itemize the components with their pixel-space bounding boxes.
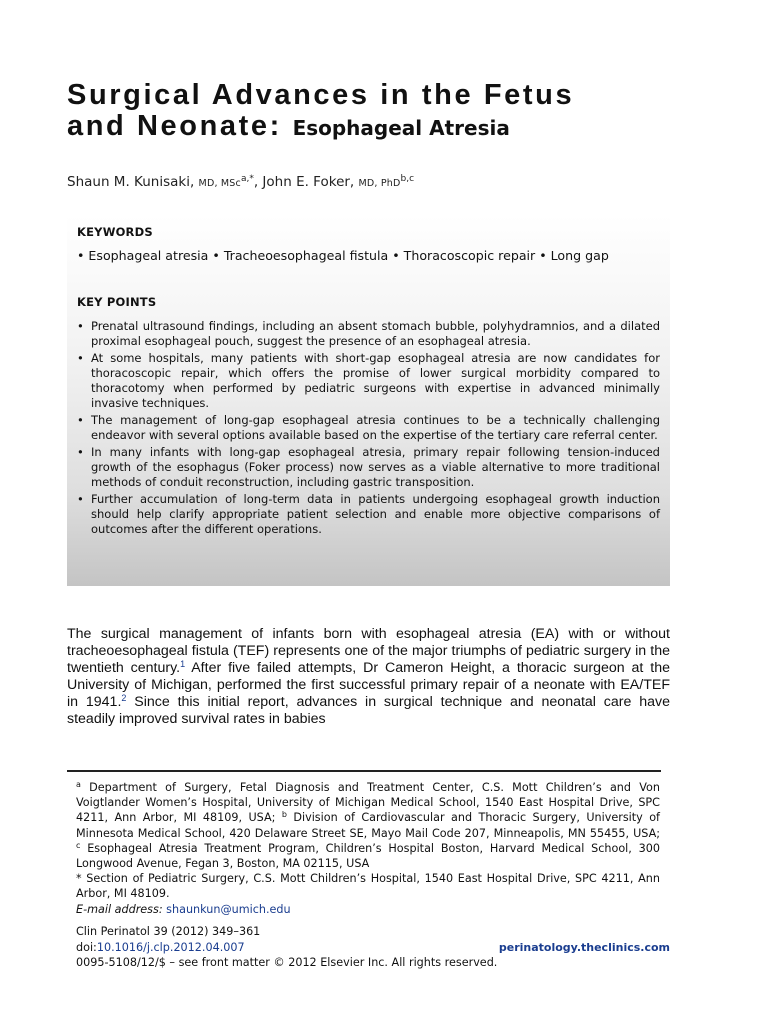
author-2-degree: MD, PhD (358, 178, 401, 189)
journal-citation: Clin Perinatol 39 (2012) 349–361 (76, 925, 261, 938)
key-point-item: • Prenatal ultrasound findings, including an absent stomach bubble, polyhydramnios, and a dilated proximal esophageal pouch, suggest the presence of an esophageal atresia. (77, 319, 660, 349)
doi-link[interactable]: 10.1016/j.clp.2012.04.007 (96, 940, 245, 954)
copyright-notice: 0095-5108/12/$ – see front matter © 2012 Elsevier Inc. All rights reserved. (76, 956, 498, 969)
affiliation-b: Division of Cardiovascular and Thoracic Surgery, University of Minnesota Medical School, 420 Delaware Street SE, Mayo Mail Code 207, Minneapolis, MN 55455, USA; (76, 811, 660, 840)
article-title (67, 80, 707, 144)
key-point-item: • Further accumulation of long-term data in patients undergoing esophageal growth induction should help clarify appropriate patient selection and enable more objective comparisons of outcomes after the different operations. (77, 492, 660, 537)
affiliation-marker-c: c (76, 840, 81, 850)
key-point-item: • In many infants with long-gap esophageal atresia, primary repair following tension-induced growth of the esophagus (Foker process) now serves as a viable alternative to more traditional methods of conduit reconstruction, including gastric transposition. (77, 445, 660, 490)
author-1-degree: MD, MSc (198, 178, 241, 189)
reference-link-2[interactable]: 2 (121, 693, 127, 703)
doi-label: doi: (76, 940, 97, 954)
body-paragraph (67, 626, 670, 728)
title-line-2-main: and Neonate: (67, 110, 282, 142)
reference-link-1[interactable]: 1 (180, 659, 186, 669)
citation-block (76, 924, 670, 971)
affiliation-c: Esophageal Atresia Treatment Program, Children’s Hospital Boston, Harvard Medical School, 300 Longwood Avenue, Fegan 3, Boston, MA 02115, USA (76, 841, 660, 871)
body-text-segment: After five failed attempts, Dr Cameron Height, a thoracic surgeon at the University of Michigan, performed the first successful primary repair of a neonate with EA/TEF in 1941. (67, 660, 670, 710)
footnote-divider (67, 770, 661, 772)
key-point-item: • At some hospitals, many patients with short-gap esophageal atresia are now candidates for thoracoscopic repair, which offers the promise of lower surgical morbidity compared to thoracotomy when performed by pediatric surgeons with expertise in advanced minimally invasive techniques. (77, 351, 660, 411)
title-line-2-subtitle: Esophageal Atresia (292, 116, 510, 140)
key-point-item: • The management of long-gap esophageal atresia continues to be a technically challenging endeavor with several options available based on the expertise of the tertiary care referral center. (77, 413, 660, 443)
citation-row (76, 940, 670, 956)
key-points-list (77, 319, 660, 539)
journal-site-link[interactable]: perinatology.theclinics.com (498, 940, 670, 954)
keywords-keypoints-box (67, 215, 670, 586)
affiliation-marker-a: a (76, 780, 81, 789)
key-points-heading: KEY POINTS (77, 295, 157, 309)
author-2-name: , John E. Foker, (253, 174, 355, 190)
author-1-name: Shaun M. Kunisaki, (67, 174, 195, 190)
affiliation-marker-b: b (281, 810, 287, 820)
corresponding-author-note: * Section of Pediatric Surgery, C.S. Mott Children’s Hospital, 1540 East Hospital Drive, SPC 4211, Ann Arbor, MI 48109. (76, 872, 660, 901)
email-link[interactable]: shaunkun@umich.edu (166, 902, 291, 916)
email-label: E-mail address: (76, 902, 163, 916)
keywords-heading: KEYWORDS (77, 225, 153, 239)
citation-row (76, 924, 670, 940)
author-line (67, 174, 414, 190)
author-1-affiliation: a,* (240, 174, 254, 184)
citation-row (76, 955, 670, 971)
body-text-segment: The surgical management of infants born with esophageal atresia (EA) with or without tracheoesophageal fistula (TEF) represents one of the major triumphs of pediatric surgery in the twentieth century. (67, 626, 670, 676)
body-text-segment: Since this initial report, advances in surgical technique and neonatal care have steadily improved survival rates in babies (67, 694, 670, 727)
keywords-list: • Esophageal atresia • Tracheoesophageal fistula • Thoracoscopic repair • Long gap (77, 248, 609, 263)
author-2-affiliation: b,c (400, 174, 415, 184)
affiliations-footnote (76, 780, 660, 917)
affiliation-a: Department of Surgery, Fetal Diagnosis and Treatment Center, C.S. Mott Children’s and Von Voigtlander Women’s Hospital, University of Michigan Medical School, 1540 East Hospital Drive, SPC 4211, Ann Arbor, MI 48109, USA; (76, 781, 660, 825)
title-line-1: Surgical Advances in the Fetus (67, 79, 575, 111)
